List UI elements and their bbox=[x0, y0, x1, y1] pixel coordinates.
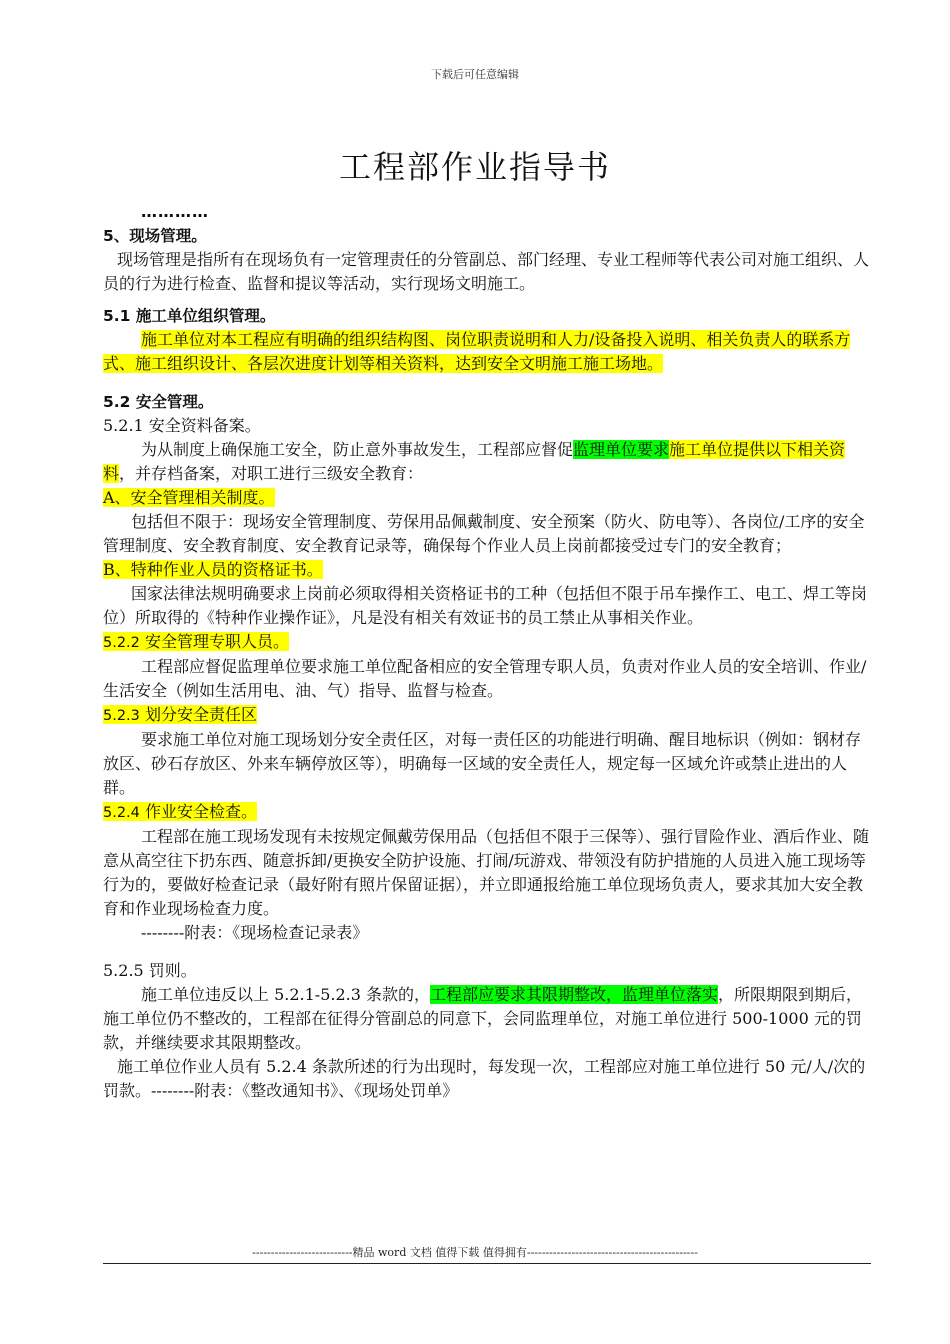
highlighted-text bbox=[103, 802, 257, 821]
section-5-2-1-paragraph bbox=[103, 438, 871, 486]
section-5-2-3-paragraph: 要求施工单位对施工现场划分安全责任区，对每一责任区的功能进行明确、醒目地标识（例如：钢材存放区、砂石存放区、外来车辆停放区等），明确每一区域的安全责任人，规定每一区域允许或禁止进出的人群。 bbox=[103, 730, 862, 797]
text-run: 为从制度上确保施工安全，防止意外事故发生，工程部应督促 bbox=[141, 440, 574, 459]
section-number: 5.2.4 bbox=[103, 805, 140, 821]
highlighted-text: 施工单位提供以下相关资料 bbox=[103, 440, 846, 483]
text-run: ，并存档备案，对职工进行三级安全教育： bbox=[119, 464, 424, 483]
section-5-2-4-attachment: --------附表：《现场检查记录表》 bbox=[141, 923, 369, 942]
section-5-2-3-title bbox=[103, 703, 871, 728]
section-5-2-5-title: 5.2.5 罚则。 bbox=[103, 961, 197, 980]
section-5-2-4-title bbox=[103, 800, 871, 825]
ellipsis: ………… bbox=[141, 202, 209, 221]
section-title: 划分安全责任区 bbox=[145, 705, 258, 724]
section-5-1-paragraph bbox=[103, 328, 871, 376]
section-5-2-2-title bbox=[103, 630, 871, 655]
text-run: ，所限期限到期后，施工单位仍不整改的，工程部在征得分管副总的同意下，会同监理单位，对施工单位进行 500-1000 元的罚款，并继续要求其限期整改。 bbox=[103, 985, 863, 1052]
section-5-2-2-paragraph: 工程部应督促监理单位要求施工单位配备相应的安全管理专职人员，负责对作业人员的安全培训、作业/生活安全（例如生活用电、油、气）指导、监督与检查。 bbox=[103, 657, 867, 700]
section-5-2-1-title: 5.2.1 安全资料备案。 bbox=[103, 416, 261, 435]
highlighted-text bbox=[103, 705, 257, 724]
section-title: 安全管理专职人员。 bbox=[145, 632, 290, 651]
highlighted-text-green: 监理单位要求 bbox=[573, 440, 670, 459]
highlighted-text bbox=[103, 632, 289, 651]
section-number: 5.2.3 bbox=[103, 708, 140, 724]
item-a-title bbox=[103, 486, 871, 510]
item-b-title bbox=[103, 558, 871, 582]
highlighted-text: 施工单位对本工程应有明确的组织结构图、岗位职责说明和人力/设备投入说明、相关负责人的联系方式、施工组织设计、各层次进度计划等相关资料，达到安全文明施工施工场地。 bbox=[103, 330, 851, 373]
header-note: 下载后可任意编辑 bbox=[431, 68, 519, 81]
section-5-2-5-paragraph bbox=[103, 983, 871, 1055]
section-5-1-heading: 5.1 施工单位组织管理。 bbox=[103, 307, 276, 325]
highlighted-text: B、特种作业人员的资格证书。 bbox=[103, 560, 323, 579]
highlighted-text: A、安全管理相关制度。 bbox=[103, 488, 275, 507]
section-title: 作业安全检查。 bbox=[145, 802, 258, 821]
document-body bbox=[103, 200, 871, 1103]
section-5-2-4-paragraph: 工程部在施工现场发现有未按规定佩戴劳保用品（包括但不限于三保等）、强行冒险作业、酒后作业、随意从高空往下扔东西、随意拆卸/更换安全防护设施、打闹/玩游戏、带领没有防护措施的人员进入施工现场等行为的，要做好检查记录（最好附有照片保留证据），并立即通报给施工单位现场负责人，要求其加大安全教育和作业现场检查力度。 bbox=[103, 827, 870, 918]
footer-note: ---------------------------精品 word 文档 值得下载 值得拥有---------------------------------------------- bbox=[252, 1246, 698, 1259]
document-title: 工程部作业指导书 bbox=[338, 148, 611, 186]
item-a-paragraph: 包括但不限于：现场安全管理制度、劳保用品佩戴制度、安全预案（防火、防电等）、各岗位/工序的安全管理制度、安全教育制度、安全教育记录等，确保每个作业人员上岗前都接受过专门的安全教育； bbox=[103, 512, 865, 555]
section-5-heading: 5、现场管理。 bbox=[103, 227, 207, 245]
text-run: 施工单位违反以上 5.2.1-5.2.3 条款的， bbox=[141, 985, 431, 1004]
section-5-2-5-paragraph-2: 施工单位作业人员有 5.2.4 条款所述的行为出现时，每发现一次，工程部应对施工单位进行 50 元/人/次的罚款。--------附表：《整改通知书》、《现场处罚单》 bbox=[103, 1057, 866, 1100]
section-5-2-heading: 5.2 安全管理。 bbox=[103, 393, 214, 411]
section-number: 5.2.2 bbox=[103, 635, 140, 651]
section-5-paragraph: 现场管理是指所有在现场负有一定管理责任的分管副总、部门经理、专业工程师等代表公司对施工组织、人员的行为进行检查、监督和提议等活动，实行现场文明施工。 bbox=[103, 250, 870, 293]
footer-divider bbox=[103, 1263, 871, 1264]
highlighted-text-green: 工程部应要求其限期整改，监理单位落实 bbox=[430, 985, 719, 1004]
item-b-paragraph: 国家法律法规明确要求上岗前必须取得相关资格证书的工种（包括但不限于吊车操作工、电工、焊工等岗位）所取得的《特种作业操作证》，凡是没有相关有效证书的员工禁止从事相关作业。 bbox=[103, 584, 868, 627]
